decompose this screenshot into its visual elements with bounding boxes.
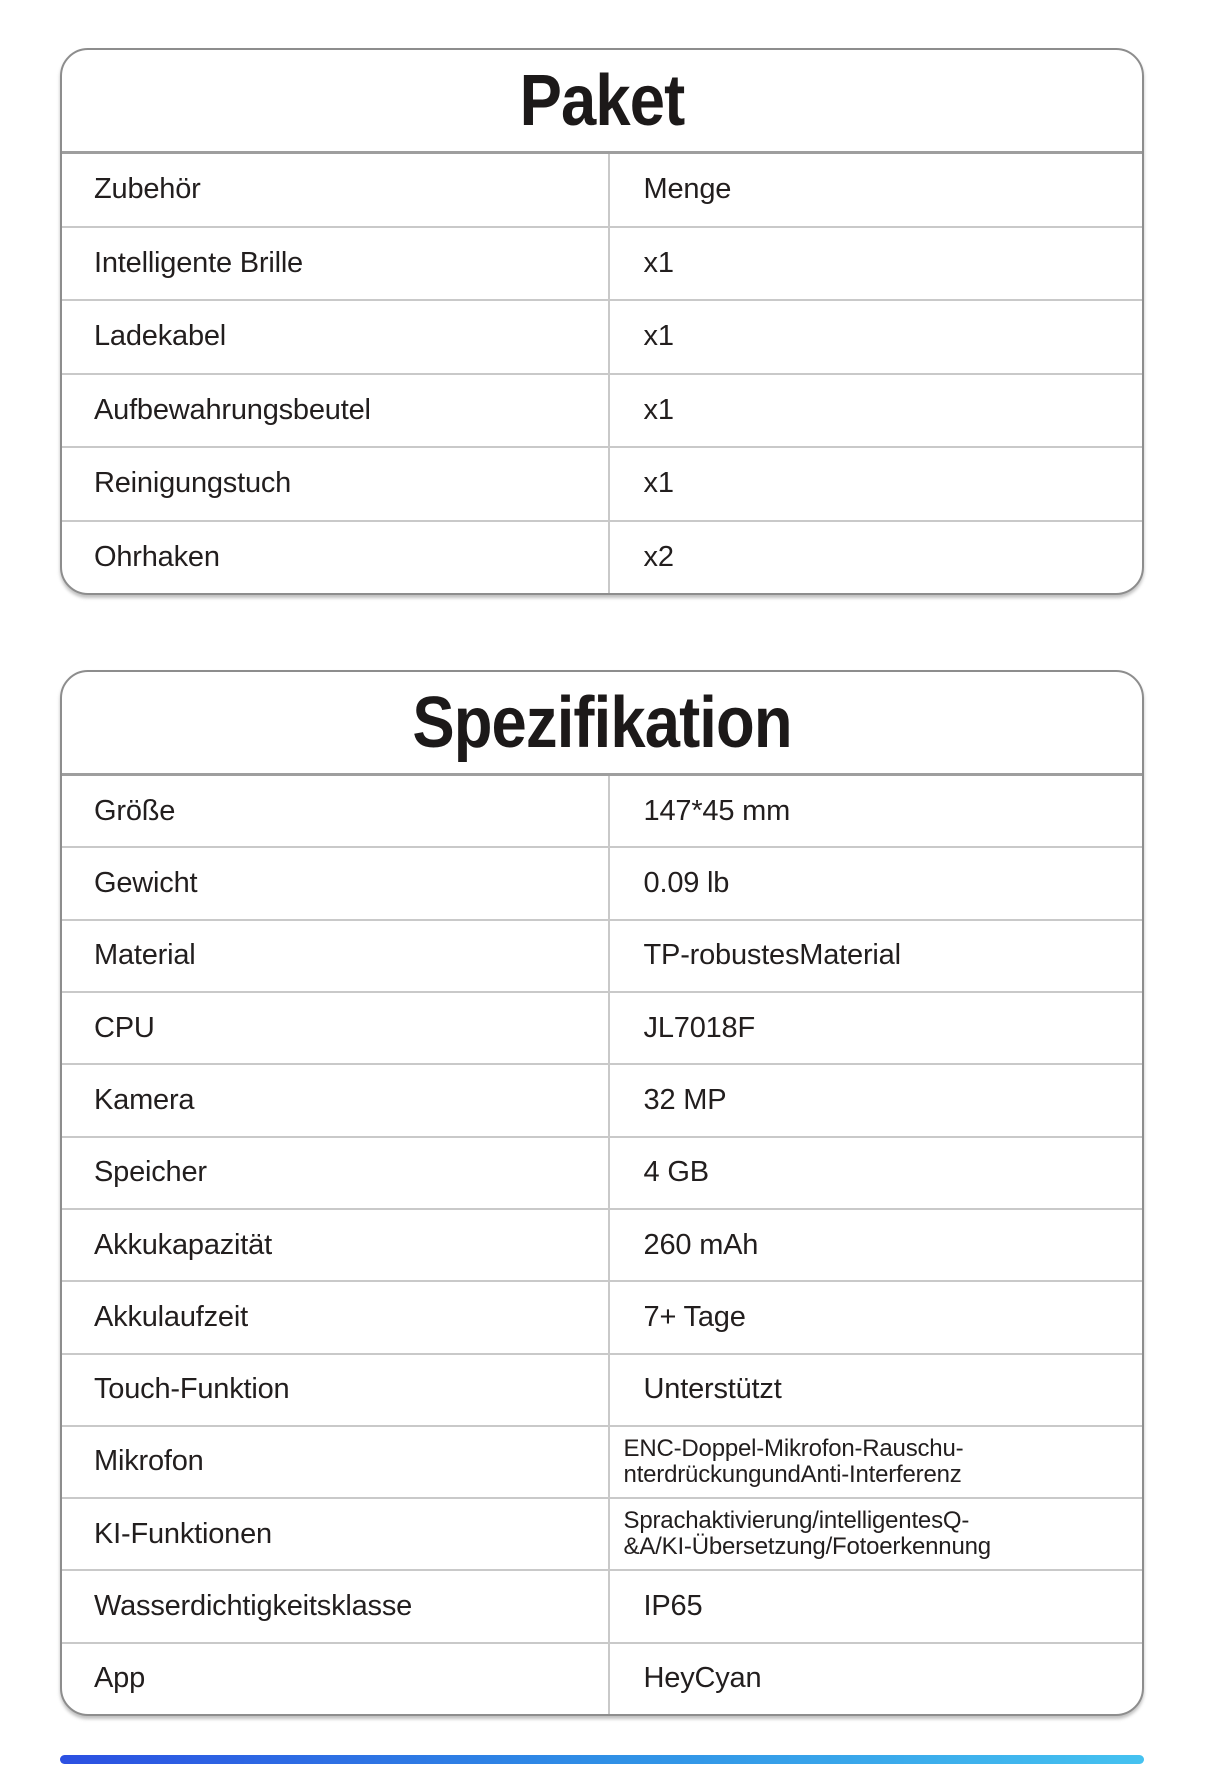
table-row: [62, 846, 1142, 918]
table-row: [62, 773, 1142, 846]
row-label: Größe: [62, 776, 610, 846]
table-row: [62, 1569, 1142, 1641]
row-label: Reinigungstuch: [62, 448, 610, 520]
row-value-line: nterdrückungundAnti-Interferenz: [623, 1460, 962, 1488]
table-row: [62, 299, 1142, 373]
table-row: [62, 1063, 1142, 1135]
row-value: IP65: [643, 1590, 703, 1623]
table-row: [62, 446, 1142, 520]
row-value-line: Sprachaktivierung/intelligentesQ-: [623, 1507, 970, 1535]
row-label: Speicher: [62, 1138, 610, 1208]
paket-title: Paket: [519, 60, 685, 141]
table-row: [62, 1280, 1142, 1352]
row-value: 4 GB: [643, 1156, 709, 1189]
table-row: [62, 1353, 1142, 1425]
row-value: [610, 1499, 1142, 1569]
row-label: Ohrhaken: [62, 522, 610, 594]
spezifikation-rows: [62, 773, 1142, 1714]
row-value: x1: [643, 246, 674, 279]
table-row: [62, 991, 1142, 1063]
bottom-accent-bar: [60, 1755, 1144, 1764]
table-row: [62, 151, 1142, 226]
table-row: [62, 226, 1142, 300]
row-label: Akkukapazität: [62, 1210, 610, 1280]
row-label: Zubehör: [62, 154, 610, 226]
row-value: Unterstützt: [643, 1373, 782, 1406]
row-value: x1: [643, 320, 674, 353]
row-label: Kamera: [62, 1065, 610, 1135]
spezifikation-table: [60, 670, 1144, 1716]
row-value: HeyCyan: [643, 1662, 762, 1695]
row-label: Aufbewahrungsbeutel: [62, 375, 610, 447]
spezifikation-title: Spezifikation: [412, 682, 792, 763]
table-row: [62, 520, 1142, 594]
row-label: Gewicht: [62, 848, 610, 918]
table-row: [62, 373, 1142, 447]
row-value: [610, 1427, 1142, 1497]
row-value: x1: [643, 393, 674, 426]
row-value: 7+ Tage: [643, 1300, 746, 1333]
row-value: x2: [643, 540, 674, 573]
row-label: Intelligente Brille: [62, 228, 610, 300]
row-label: App: [62, 1644, 610, 1714]
table-row: [62, 1208, 1142, 1280]
paket-table: [60, 48, 1144, 595]
row-label: Mikrofon: [62, 1427, 610, 1497]
table-row: [62, 1136, 1142, 1208]
table-row: [62, 1425, 1142, 1497]
row-label: Akkulaufzeit: [62, 1282, 610, 1352]
paket-rows: [62, 151, 1142, 593]
row-value: Menge: [643, 173, 732, 206]
row-label: CPU: [62, 993, 610, 1063]
table-row: [62, 1497, 1142, 1569]
row-label: Material: [62, 921, 610, 991]
row-value: TP-robustesMaterial: [643, 939, 901, 972]
row-value: x1: [643, 467, 674, 500]
table-row: [62, 919, 1142, 991]
row-value: JL7018F: [643, 1011, 756, 1044]
row-value: 0.09 lb: [643, 866, 730, 899]
row-value: 147*45 mm: [643, 794, 791, 827]
row-label: Touch-Funktion: [62, 1355, 610, 1425]
row-value-line: &A/KI-Übersetzung/Fotoerkennung: [623, 1533, 991, 1561]
row-value: 32 MP: [643, 1083, 727, 1116]
row-value-line: ENC-Doppel-Mikrofon-Rauschu-: [623, 1434, 964, 1462]
row-label: Ladekabel: [62, 301, 610, 373]
row-label: Wasserdichtigkeitsklasse: [62, 1571, 610, 1641]
table-row: [62, 1642, 1142, 1714]
row-label: KI-Funktionen: [62, 1499, 610, 1569]
row-value: 260 mAh: [643, 1228, 759, 1261]
